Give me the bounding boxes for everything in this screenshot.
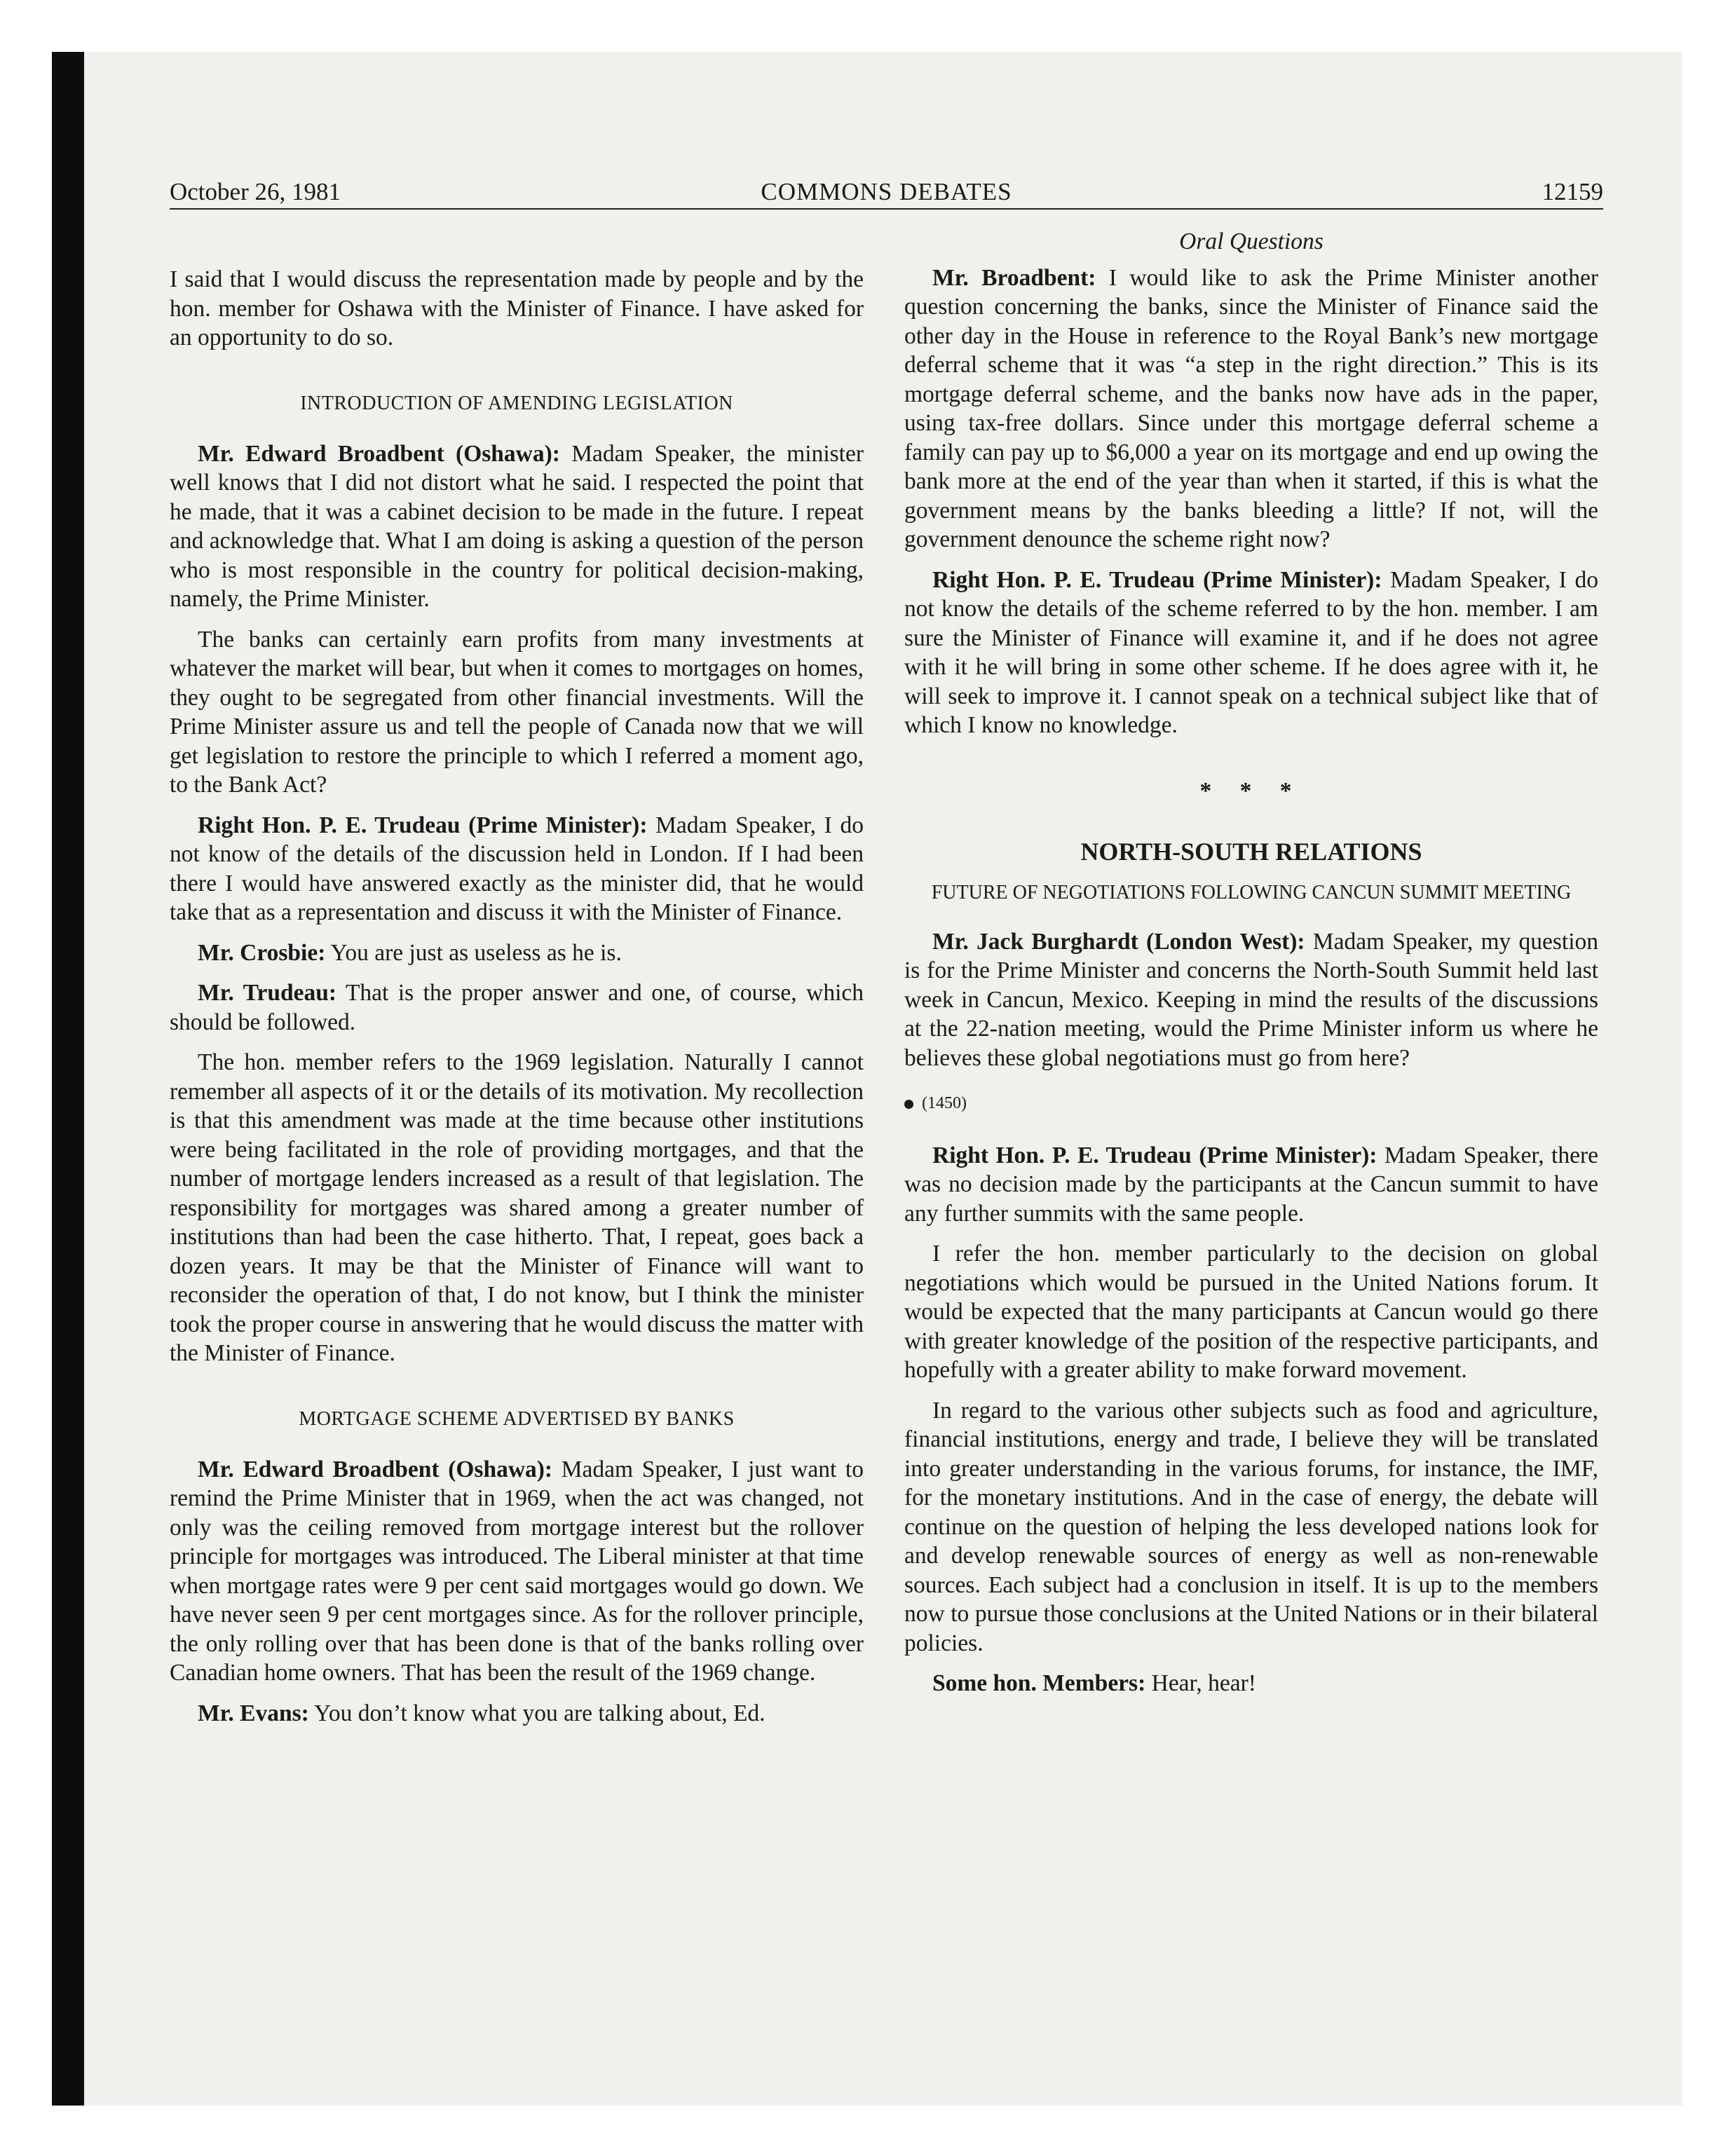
paragraph	[904, 1669, 1598, 1698]
time-marker	[904, 1089, 1598, 1119]
left-column	[170, 265, 864, 1739]
speaker-name: Mr. Jack Burghardt (London West):	[932, 928, 1305, 955]
speech-text: I would like to ask the Prime Minister another question concerning the banks, since the Minister of Finance said the other day in the House in reference to the Royal Bank’s new mortgage deferral scheme that it was “a step in the right direction.” This is its mortgage deferral scheme, and the banks now have ads in the paper, using tax-free dollars. Since under this mortgage deferral scheme a family can pay up to $6,000 a year on its mortgage and end up owing the bank more at the end of the year than when it started, if this is what the government means by the banks bleeding a little? If not, will the government denounce the scheme right now?	[904, 264, 1598, 552]
speech-text: Madam Speaker, the minister well knows that I did not distort what he said. I respected the point that he made, that it was a cabinet decision to be made in the future. I repeat and acknowledge that. What I am doing is asking a question of the person who is most responsible in the country for political decision-making, namely, the Prime Minister.	[170, 440, 864, 612]
scan-edge-bar	[52, 52, 84, 2106]
speaker-name: Mr. Trudeau:	[198, 980, 337, 1006]
paragraph	[904, 566, 1598, 740]
speaker-name: Mr. Evans:	[198, 1700, 309, 1726]
header-rule	[170, 208, 1603, 210]
time-marker-text: (1450)	[922, 1094, 967, 1112]
right-column	[904, 227, 1598, 1710]
speech-text: Madam Speaker, I do not know the details of the scheme referred to by the hon. member. I am sure the Minister of Finance will examine it, and if he does not agree with it he will bring in some other scheme. If he does agree with it, he will seek to improve it. I cannot speak on a technical subject like that of which I know no knowledge.	[904, 566, 1598, 738]
speaker-name: Right Hon. P. E. Trudeau (Prime Minister):	[198, 812, 648, 838]
paragraph: The banks can certainly earn profits from many investments at whatever the market will bear, but when it comes to mortgages on homes, they ought to be segregated from other financial investments. Will the Prime Minister assure us and tell the people of Canada now that we will get legislation to restore the principle to which I referred a moment ago, to the Bank Act?	[170, 626, 864, 798]
paragraph: I said that I would discuss the representation made by people and by the hon. member for Oshawa with the Minister of Finance. I have asked for an opportunity to do so.	[170, 266, 864, 350]
paragraph: I refer the hon. member particularly to the decision on global negotiations which would be pursued in the United Nations forum. It would be expected that the many participants at Cancun would go there with greater knowledge of the position of the respective participants, and hopefully with a greater ability to make forward movement.	[904, 1241, 1598, 1383]
paragraph	[170, 939, 864, 968]
speech-text: Madam Speaker, there was no decision made by the participants at the Cancun summit to have any further summits with the same people.	[904, 1142, 1598, 1227]
paragraph	[170, 439, 864, 614]
header-date: October 26, 1981	[170, 178, 341, 205]
speaker-name: Some hon. Members:	[932, 1670, 1146, 1696]
paragraph	[170, 1699, 864, 1728]
section-separator: * * *	[1199, 777, 1303, 804]
paragraph	[170, 811, 864, 927]
paragraph: In regard to the various other subjects such as food and agriculture, financial institutions, energy and trade, I believe they will be translated into greater understanding in the various forums, for instance, the IMF, for the monetary institutions. And in the case of energy, the debate will continue on the question of helping the less developed nations look for and develop renewable sources of energy as well as non-renewable sources. Each subject had a conclusion in itself. It is up to the members now to pursue those conclusions at the United Nations or in their bilateral policies.	[904, 1397, 1598, 1656]
speaker-name: Right Hon. P. E. Trudeau (Prime Minister):	[932, 566, 1382, 593]
paragraph	[904, 264, 1598, 554]
header-page-number: 12159	[1542, 178, 1603, 205]
speech-text: Hear, hear!	[1145, 1670, 1256, 1696]
speech-text: Madam Speaker, I just want to remind the Prime Minister that in 1969, when the act was changed, not only was the ceiling removed from mortgage interest but the rollover principle for mortgages was introduced. The Liberal minister at that time when mortgage rates were 9 per cent said mortgages would go down. We have never seen 9 per cent mortgages since. As for the rollover principle, the only rolling over that has been done is that of the banks rolling over Canadian home owners. That has been the result of the 1969 change.	[170, 1456, 864, 1686]
bullet-icon	[904, 1100, 913, 1109]
section-heading: MORTGAGE SCHEME ADVERTISED BY BANKS	[299, 1407, 735, 1430]
speech-text: You are just as useless as he is.	[325, 939, 622, 966]
paragraph	[170, 978, 864, 1037]
header-title: COMMONS DEBATES	[761, 178, 1012, 205]
speech-text: That is the proper answer and one, of course, which should be followed.	[170, 980, 864, 1035]
paragraph	[904, 927, 1598, 1073]
speech-text: You don’t know what you are talking about, Ed.	[308, 1700, 766, 1726]
paragraph	[904, 1141, 1598, 1229]
paragraph	[170, 1455, 864, 1688]
speaker-name: Right Hon. P. E. Trudeau (Prime Minister):	[932, 1142, 1377, 1168]
page-header	[170, 175, 1603, 209]
running-heading: Oral Questions	[1179, 228, 1324, 254]
paragraph: The hon. member refers to the 1969 legislation. Naturally I cannot remember all aspects of it or the details of its motivation. My recollection is that this amendment was made at the time because other institutions were being facilitated in the role of providing mortgages, and that the number of mortgage lenders increased as a result of that legislation. The responsibility for mortgages was shared among a greater number of institutions than had been the case hitherto. That, I repeat, goes back a dozen years. It may be that the Minister of Finance will want to reconsider the operation of that, I do not know, but I think the minister took the proper course in answering that he would discuss the matter with the Minister of Finance.	[170, 1049, 864, 1366]
speaker-name: Mr. Crosbie:	[198, 939, 326, 966]
major-heading: NORTH-SOUTH RELATIONS	[1080, 838, 1422, 866]
speaker-name: Mr. Broadbent:	[932, 264, 1096, 291]
speaker-name: Mr. Edward Broadbent (Oshawa):	[198, 1456, 553, 1482]
speech-text: Madam Speaker, my question is for the Prime Minister and concerns the North-South Summit held last week in Cancun, Mexico. Keeping in mind the results of the discussions at the 22-nation meeting, would the Prime Minister inform us where he believes these global negotiations must go from here?	[904, 928, 1599, 1071]
section-heading: FUTURE OF NEGOTIATIONS FOLLOWING CANCUN SUMMIT MEETING	[931, 881, 1572, 903]
section-heading: INTRODUCTION OF AMENDING LEGISLATION	[300, 392, 733, 414]
speech-text: Madam Speaker, I do not know of the details of the discussion held in London. If I had been there I would have answered exactly as the minister did, that he would take that as a representation and discuss it with the Minister of Finance.	[170, 812, 864, 925]
speaker-name: Mr. Edward Broadbent (Oshawa):	[198, 440, 560, 467]
